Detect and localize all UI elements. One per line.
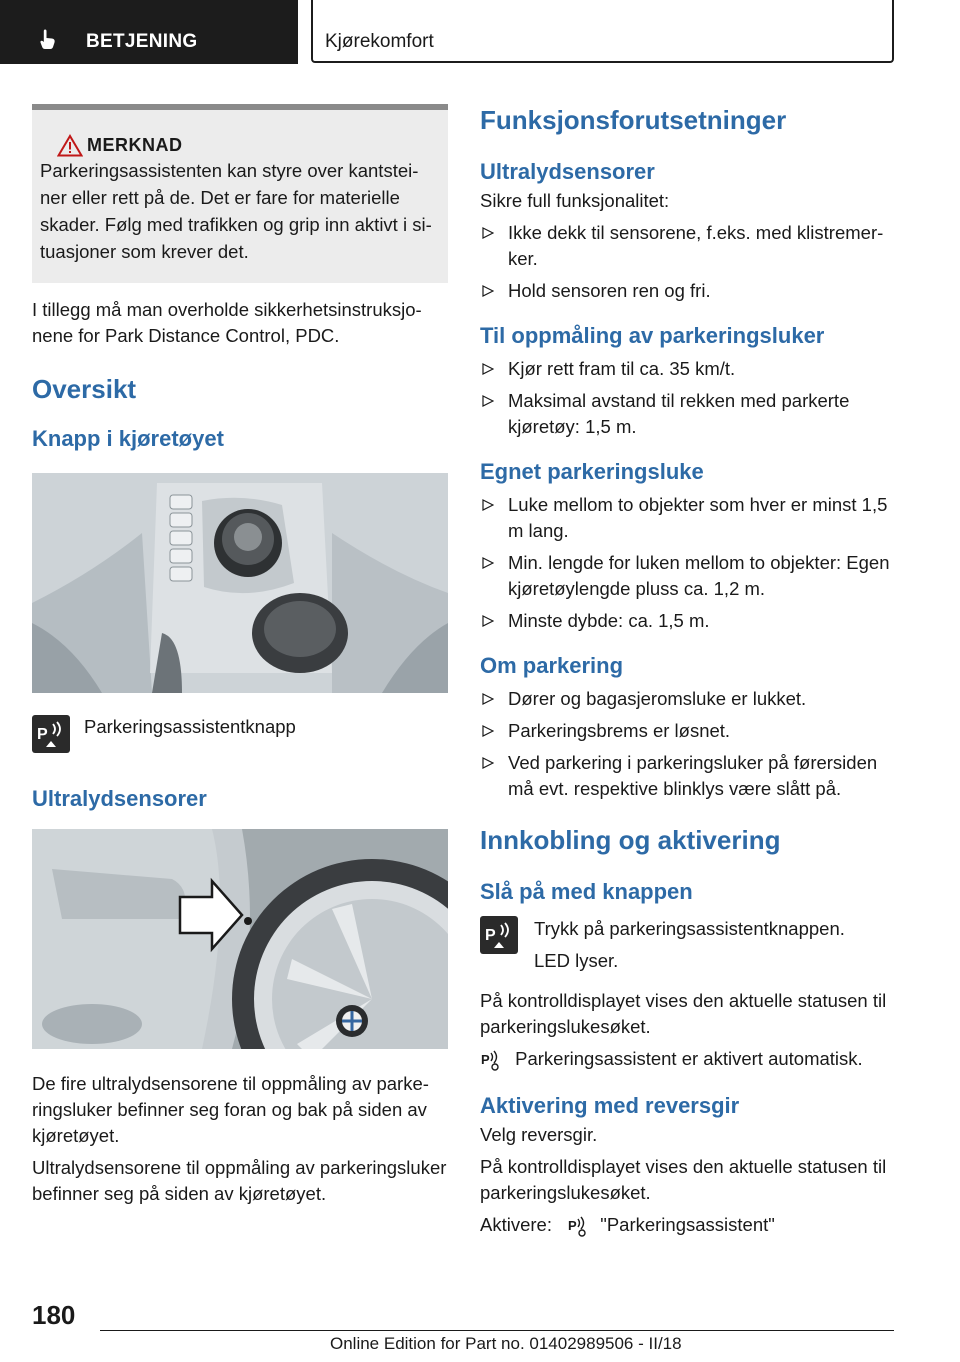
led-text: LED lyser.: [534, 950, 619, 971]
heading-button-in-vehicle: Knapp i kjøretøyet: [32, 426, 224, 451]
heading-activation-reverse: Aktivering med reversgir: [480, 1093, 740, 1118]
chapter-title: Kjørekomfort: [325, 31, 434, 52]
auto-activated-row: P Parkeringsassistent er aktivert automatisk.: [480, 1046, 896, 1072]
note-title: MERKNAD: [87, 135, 183, 155]
console-illustration: [32, 473, 448, 693]
warning-triangle-icon: [57, 134, 83, 157]
sensor-location-photo: [32, 829, 448, 1049]
activate-row: Aktivere: P "Parkeringsassistent": [480, 1212, 896, 1238]
suitable-list: [480, 492, 896, 634]
list-item: Minste dybde: ca. 1,5 m.: [480, 608, 896, 634]
list-item: Luke mellom to objekter som hver er minst 1,5 m lang.: [480, 492, 896, 544]
heading-switch-on-activation: Innkobling og aktivering: [480, 825, 781, 855]
parking-assistant-button-icon: [32, 715, 70, 753]
triangle-bullet-icon: [482, 693, 494, 705]
triangle-bullet-icon: [482, 395, 494, 407]
press-button-text-block: [534, 916, 845, 974]
about-list: [480, 686, 896, 802]
triangle-bullet-icon: [482, 615, 494, 627]
triangle-bullet-icon: [482, 363, 494, 375]
section-title: BETJENING: [86, 31, 198, 52]
heading-overview: Oversikt: [32, 374, 137, 404]
edition-text: Online Edition for Part no. 01402989506 - II/18: [330, 1334, 682, 1353]
footer-divider: [100, 1330, 894, 1331]
reverse-text: Velg reversgir.: [480, 1124, 598, 1145]
triangle-bullet-icon: [482, 725, 494, 737]
button-caption: Parkeringsassistentknapp: [84, 716, 296, 737]
left-column: [32, 104, 448, 1207]
heading-switch-on-with-button: Slå på med knappen: [480, 879, 693, 904]
list-item: Kjør rett fram til ca. 35 km/t.: [480, 356, 896, 382]
parking-assistant-button-icon: [480, 916, 518, 954]
console-button-photo: [32, 473, 448, 693]
list-item: Maksimal avstand til rekken med parkerte kjøretøy: 1,5 m.: [480, 388, 896, 440]
page-number: 180: [32, 1300, 76, 1330]
triangle-bullet-icon: [482, 227, 494, 239]
list-item: Parkeringsbrems er løsnet.: [480, 718, 896, 744]
note-text: Parkeringsassistenten kan styre over kantsteiner eller rett på de. Det er fare for materielle skader. Følg med trafikken og grip inn aktivt i situasjoner som krever det.: [40, 160, 432, 262]
intro-paragraph: I tillegg må man overholde sikkerhetsinstruksjonene for Park Distance Control, PDC.: [32, 299, 422, 346]
svg-text:P: P: [37, 726, 48, 743]
hand-pointer-icon: [38, 28, 60, 50]
button-caption-row: [32, 715, 448, 753]
triangle-bullet-icon: [482, 285, 494, 297]
heading-about-parking: Om parkering: [480, 653, 624, 678]
svg-text:P: P: [568, 1218, 577, 1234]
heading-ultrasonic-sensors-left: Ultralydsensorer: [32, 786, 207, 811]
heading-ultrasonic-sensors-right: Ultralydsensorer: [480, 159, 655, 184]
measure-list: [480, 356, 896, 440]
press-button-text: Trykk på parkeringsassistentknappen.: [534, 918, 845, 939]
heading-function-prerequisites: Funksjonsforutsetninger: [480, 105, 787, 135]
right-column: [480, 104, 896, 1238]
list-item: Dører og bagasjeromsluke er lukket.: [480, 686, 896, 712]
sensors-paragraph-1: De fire ultralydsensorene til oppmåling av parkeringsluker befinner seg foran og bak på siden av kjøretøyet.: [32, 1073, 429, 1146]
wheel-sensor-illustration: [32, 829, 448, 1049]
heading-measuring-parking-spaces: Til oppmåling av parkeringsluker: [480, 323, 825, 348]
svg-text:P: P: [481, 1052, 490, 1068]
press-button-row: [480, 916, 896, 974]
triangle-bullet-icon: [482, 757, 494, 769]
parking-assistant-status-icon: [567, 1215, 589, 1237]
parking-assistant-status-icon: [480, 1049, 502, 1071]
list-item: Ikke dekk til sensorene, f.eks. med klistremerker.: [480, 220, 896, 272]
list-item: Hold sensoren ren og fri.: [480, 278, 896, 304]
sensors-paragraph-2: Ultralydsensorene til oppmåling av parkeringsluker befinner seg på siden av kjøretøyet.: [32, 1157, 447, 1204]
triangle-bullet-icon: [482, 557, 494, 569]
display-status-text: På kontrolldisplayet vises den aktuelle statusen til parkeringslukesøket.: [480, 990, 887, 1037]
triangle-bullet-icon: [482, 499, 494, 511]
display-status-text-2: På kontrolldisplayet vises den aktuelle statusen til parkeringslukesøket.: [480, 1156, 887, 1203]
list-item: Min. lengde for luken mellom to objekter: Egen kjøretøylengde pluss ca. 1,2 m.: [480, 550, 896, 602]
list-item: Ved parkering i parkeringsluker på førersiden må evt. respektive blinklys være slått på.: [480, 750, 896, 802]
warning-note: [32, 104, 448, 283]
svg-text:P: P: [485, 927, 496, 944]
heading-suitable-parking-space: Egnet parkeringsluke: [480, 459, 704, 484]
ultra-list: [480, 220, 896, 304]
ultra-intro: Sikre full funksjonalitet:: [480, 190, 670, 211]
